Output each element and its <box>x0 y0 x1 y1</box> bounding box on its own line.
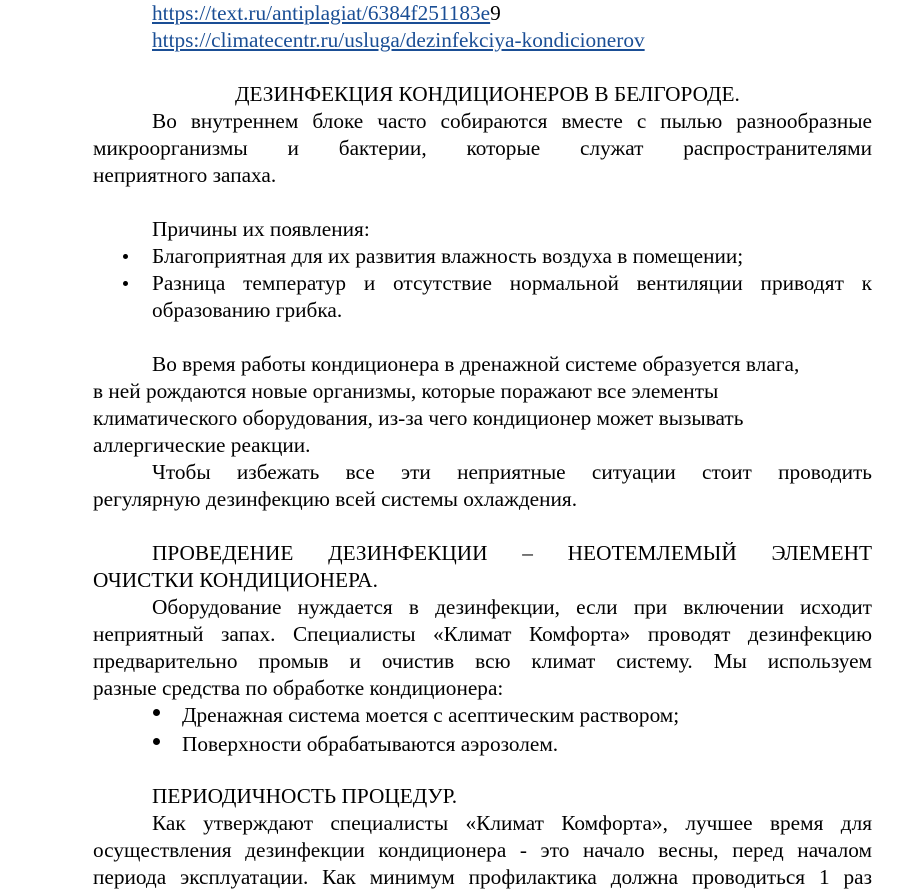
para3-line-1: Чтобы избежать все эти неприятные ситуации стоит проводить <box>152 460 872 484</box>
treatment-item-2: Поверхности обрабатываются аэрозолем. <box>182 732 559 756</box>
para4-line-3: предварительно промыв и очистив всю климат систему. Мы используем <box>93 649 872 673</box>
para2-line-3: климатического оборудования, из-за чего кондиционер может вызывать <box>93 406 744 430</box>
antiplagiat-link[interactable]: https://text.ru/antiplagiat/6384f251183e <box>152 1 491 25</box>
bullet-icon <box>123 254 128 259</box>
bullet-icon <box>153 738 160 745</box>
para5-line-2: осуществления дезинфекции кондиционера - это начало весны, перед началом <box>93 838 872 862</box>
intro-line-2: микроорганизмы и бактерии, которые служат распространителями <box>93 136 872 160</box>
para2-line-4: аллергические реакции. <box>93 433 311 457</box>
para4-line-2: неприятный запах. Специалисты «Климат Комфорта» проводят дезинфекцию <box>93 622 872 646</box>
cause-item-2-line-2: образованию грибка. <box>152 298 343 322</box>
document-title: ДЕЗИНФЕКЦИЯ КОНДИЦИОНЕРОВ В БЕЛГОРОДЕ. <box>235 82 740 106</box>
intro-line-1: Во внутреннем блоке часто собираются вместе с пылью разнообразные <box>152 109 872 133</box>
causes-heading: Причины их появления: <box>152 217 370 241</box>
climatecentr-link[interactable]: https://climatecentr.ru/usluga/dezinfekciya-kondicionerov <box>152 28 645 52</box>
cause-item-2-line-1: Разница температур и отсутствие нормальной вентиляции приводят к <box>152 271 872 295</box>
para2-line-1: Во время работы кондиционера в дренажной системе образуется влага, <box>152 352 800 376</box>
para4-line-1: Оборудование нуждается в дезинфекции, если при включении исходит <box>152 595 872 619</box>
intro-line-3: неприятного запаха. <box>93 163 277 187</box>
heading2-line-2: ОЧИСТКИ КОНДИЦИОНЕРА. <box>93 568 378 592</box>
source-link-line-1 <box>152 0 501 27</box>
cause-item-1: Благоприятная для их развития влажность воздуха в помещении; <box>152 244 744 268</box>
source-link-line-2 <box>152 27 645 54</box>
heading3: ПЕРИОДИЧНОСТЬ ПРОЦЕДУР. <box>152 784 458 808</box>
para4-line-4: разные средства по обработке кондиционера: <box>93 676 504 700</box>
heading2-line-1: ПРОВЕДЕНИЕ ДЕЗИНФЕКЦИИ – НЕОТЕМЛЕМЫЙ ЭЛЕМЕНТ <box>152 541 872 565</box>
bullet-icon <box>123 281 128 286</box>
para3-line-2: регулярную дезинфекцию всей системы охлаждения. <box>93 487 578 511</box>
para5-line-3: периода эксплуатации. Как минимум профилактика должна проводиться 1 раз <box>93 865 872 889</box>
treatment-item-1: Дренажная система моется с асептическим раствором; <box>182 703 680 727</box>
bullet-icon <box>153 709 160 716</box>
link-suffix: 9 <box>490 1 501 25</box>
para5-line-1: Как утверждают специалисты «Климат Комфорта», лучшее время для <box>152 811 872 835</box>
para2-line-2: в ней рождаются новые организмы, которые поражают все элементы <box>93 379 719 403</box>
